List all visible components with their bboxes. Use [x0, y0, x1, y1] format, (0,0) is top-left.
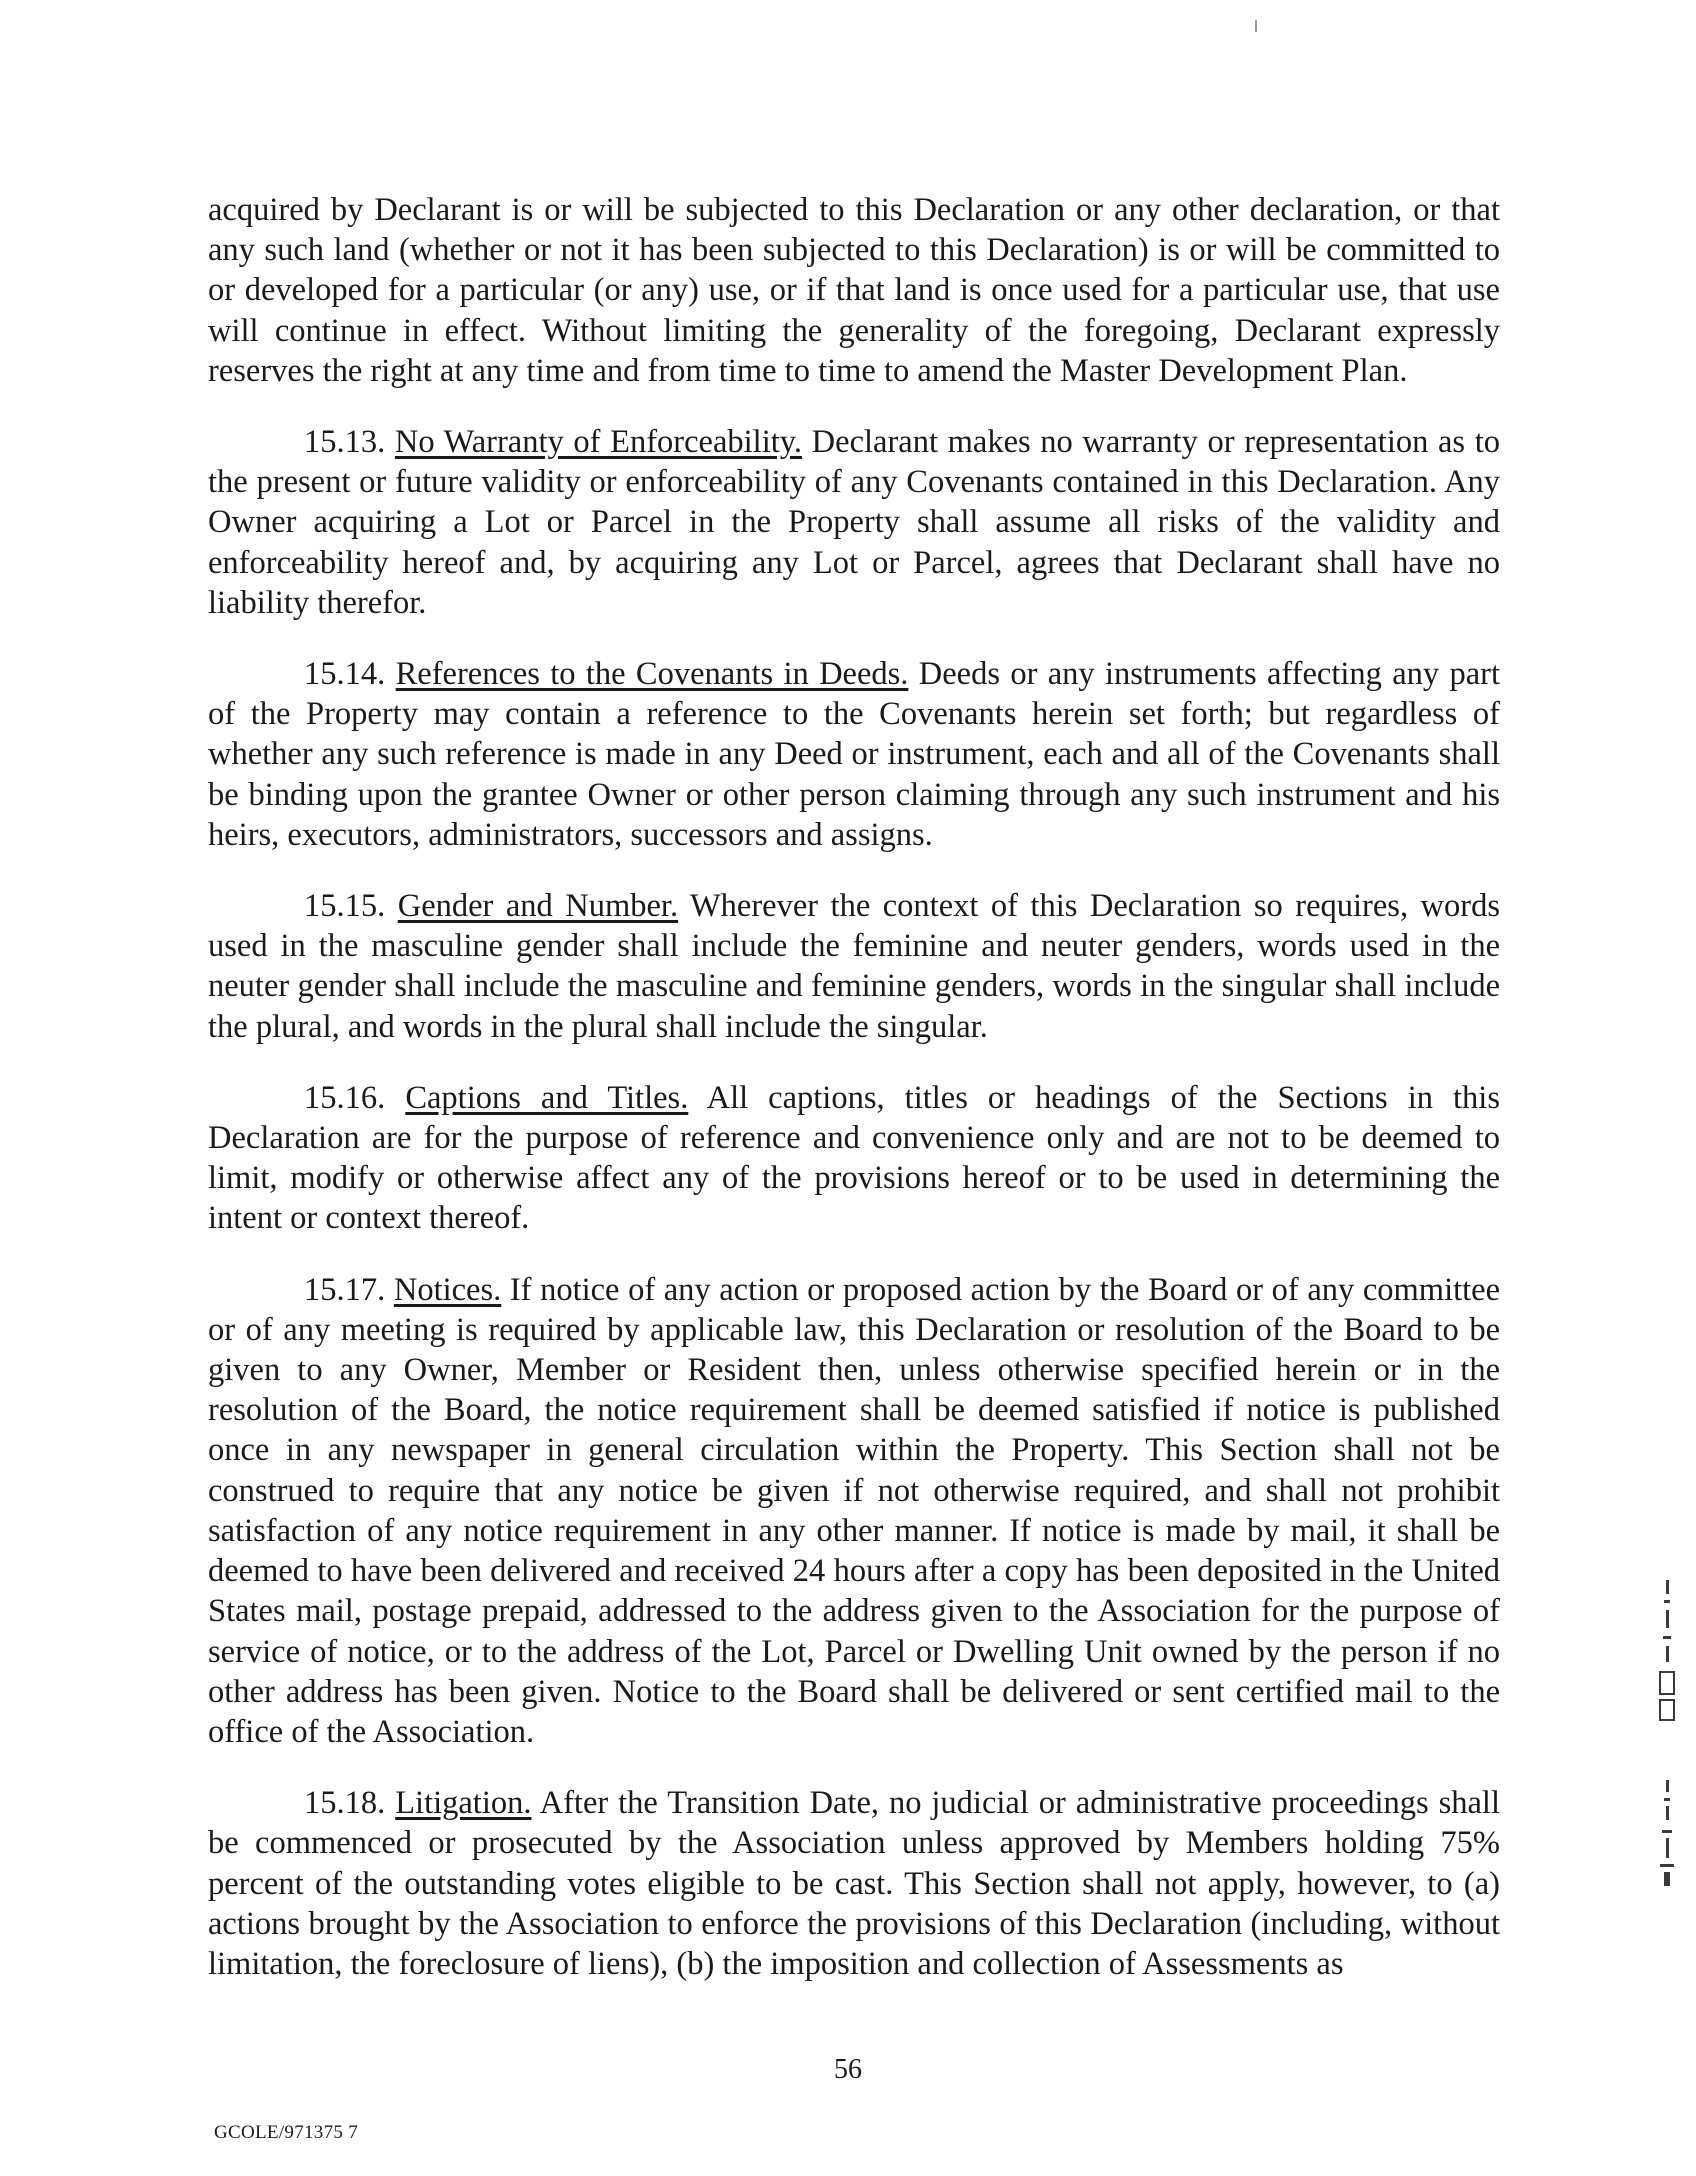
- intro-paragraph: acquired by Declarant is or will be subjected to this Declaration or any other declaration, or that any such land (whether or not it has been subjected to this Declaration) is or will be committed to or developed for a particular (or any) use, or if that land is once used for a particular use, that use will continue in effect. Without limiting the generality of the foregoing, Declarant expressly reserves the right at any time and from time to time to amend the Master Development Plan.: [208, 192, 1500, 389]
- section-heading: No Warranty of Enforceability.: [394, 424, 803, 461]
- section-heading: References to the Covenants in Deeds.: [395, 656, 909, 693]
- scan-mark: [1255, 20, 1257, 32]
- section-heading: Gender and Number.: [397, 888, 679, 925]
- page-number: 56: [834, 2054, 862, 2085]
- section-heading: Notices.: [393, 1271, 502, 1308]
- section-15-13: [208, 422, 1500, 623]
- section-15-15: [208, 886, 1500, 1047]
- section-15-18: [208, 1783, 1500, 1984]
- section-body: If notice of any action or proposed action by the Board or of any committee or of any meeting is required by applicable law, this Declaration or resolution of the Board to be given to any Owner, Member or Resident then, unless otherwise specified herein or in the resolution of the Board, the notice requirement shall be deemed satisfied if notice is published once in any newspaper in general circulation within the Property. This Section shall not be construed to require that any notice be given if not otherwise required, and shall not prohibit satisfaction of any notice requirement in any other manner. If notice is made by mail, it shall be deemed to have been delivered and received 24 hours after a copy has been deposited in the United States mail, postage prepaid, addressed to the address given to the Association for the purpose of service of notice, or to the address of the Lot, Parcel or Dwelling Unit owned by the person if no other address has been given. Notice to the Board shall be delivered or sent certified mail to the office of the Association.: [208, 1271, 1501, 1750]
- section-body: Wherever the context of this Declaration so requires, words used in the masculine gender shall include the feminine and neuter genders, words used in the neuter gender shall include the masculine and feminine genders, words in the singular shall include the plural, and words in the plural shall include the singular.: [208, 888, 1500, 1045]
- section-15-17: [208, 1270, 1500, 1752]
- section-number: 15.15.: [304, 888, 386, 925]
- section-15-16: [208, 1078, 1500, 1239]
- section-number: 15.13.: [304, 424, 386, 461]
- section-number: 15.14.: [304, 656, 386, 693]
- margin-stamp-graphic: [1648, 1580, 1692, 1910]
- section-heading: Litigation.: [395, 1785, 532, 1822]
- section-body: All captions, titles or headings of the Sections in this Declaration are for the purpose of reference and convenience only and are not to be deemed to limit, modify or otherwise affect any of the provisions hereof or to be used in determining the intent or context thereof.: [208, 1079, 1500, 1237]
- section-number: 15.18.: [304, 1785, 386, 1822]
- section-number: 15.17.: [304, 1271, 386, 1308]
- section-heading: Captions and Titles.: [405, 1079, 689, 1116]
- section-15-14: [208, 654, 1500, 855]
- document-id: GCOLE/971375 7: [214, 2122, 359, 2143]
- page-body: [208, 190, 1500, 2015]
- section-body: After the Transition Date, no judicial or administrative proceedings shall be commenced or prosecuted by the Association unless approved by Members holding 75% percent of the outstanding votes eligible to be cast. This Section shall not apply, however, to (a) actions brought by the Association to enforce the provisions of this Declaration (including, without limitation, the foreclosure of liens), (b) the imposition and collection of Assessments as: [208, 1785, 1500, 1982]
- section-body: Declarant makes no warranty or representation as to the present or future validity or enforceability of any Covenants contained in this Declaration. Any Owner acquiring a Lot or Parcel in the Property shall assume all risks of the validity and enforceability hereof and, by acquiring any Lot or Parcel, agrees that Declarant shall have no liability therefor.: [208, 424, 1500, 621]
- section-body: Deeds or any instruments affecting any part of the Property may contain a reference to the Covenants herein set forth; but regardless of whether any such reference is made in any Deed or instrument, each and all of the Covenants shall be binding upon the grantee Owner or other person claiming through any such instrument and his heirs, executors, administrators, successors and assigns.: [208, 656, 1500, 853]
- section-number: 15.16.: [304, 1079, 386, 1116]
